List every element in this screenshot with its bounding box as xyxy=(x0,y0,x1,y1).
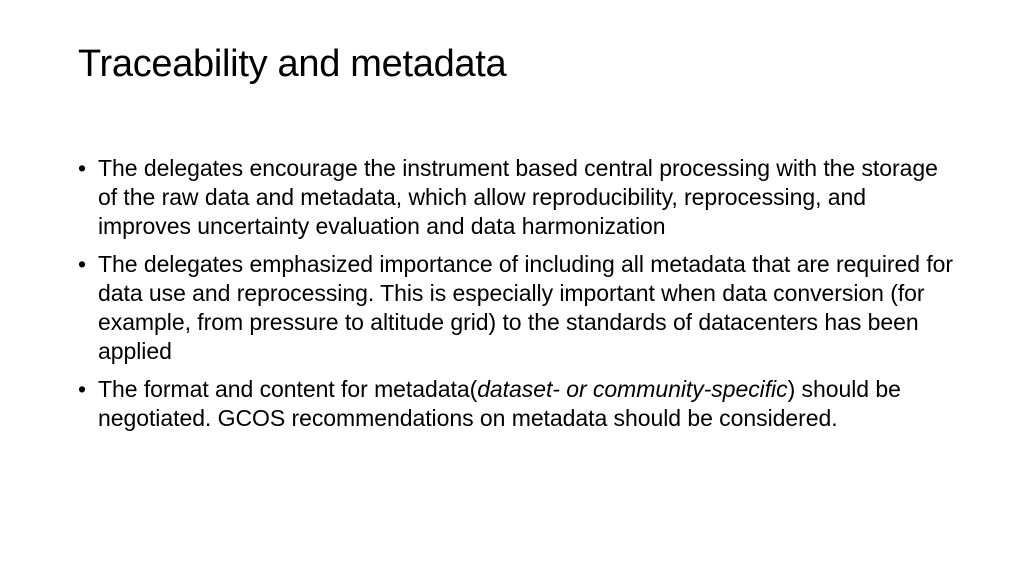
slide-title: Traceability and metadata xyxy=(78,43,507,85)
bullet-text: The delegates encourage the instrument based central processing with the storage of the raw data and metadata, which allow reproducibility, reprocessing, and improves uncertainty evaluation and data harmonization xyxy=(98,155,938,239)
bullet-text-italic: dataset- or community-specific xyxy=(477,376,788,402)
bullet-item-3 xyxy=(78,375,958,433)
bullet-item-1 xyxy=(78,154,958,241)
bullet-marker: • xyxy=(78,376,87,402)
bullet-text: The delegates emphasized importance of including all metadata that are required for data use and reprocessing. This is especially important when data conversion (for example, from pressure to altitude grid) to the standards of datacenters has been applied xyxy=(98,251,954,364)
bullet-text-before: The format and content for metadata( xyxy=(98,376,478,402)
bullet-marker: • xyxy=(78,251,87,277)
bullet-list xyxy=(78,154,958,442)
bullet-marker: • xyxy=(78,155,87,181)
bullet-item-2 xyxy=(78,250,958,366)
bullet-text-after: ) should be negotiated. GCOS recommendations on metadata should be considered. xyxy=(98,376,901,431)
